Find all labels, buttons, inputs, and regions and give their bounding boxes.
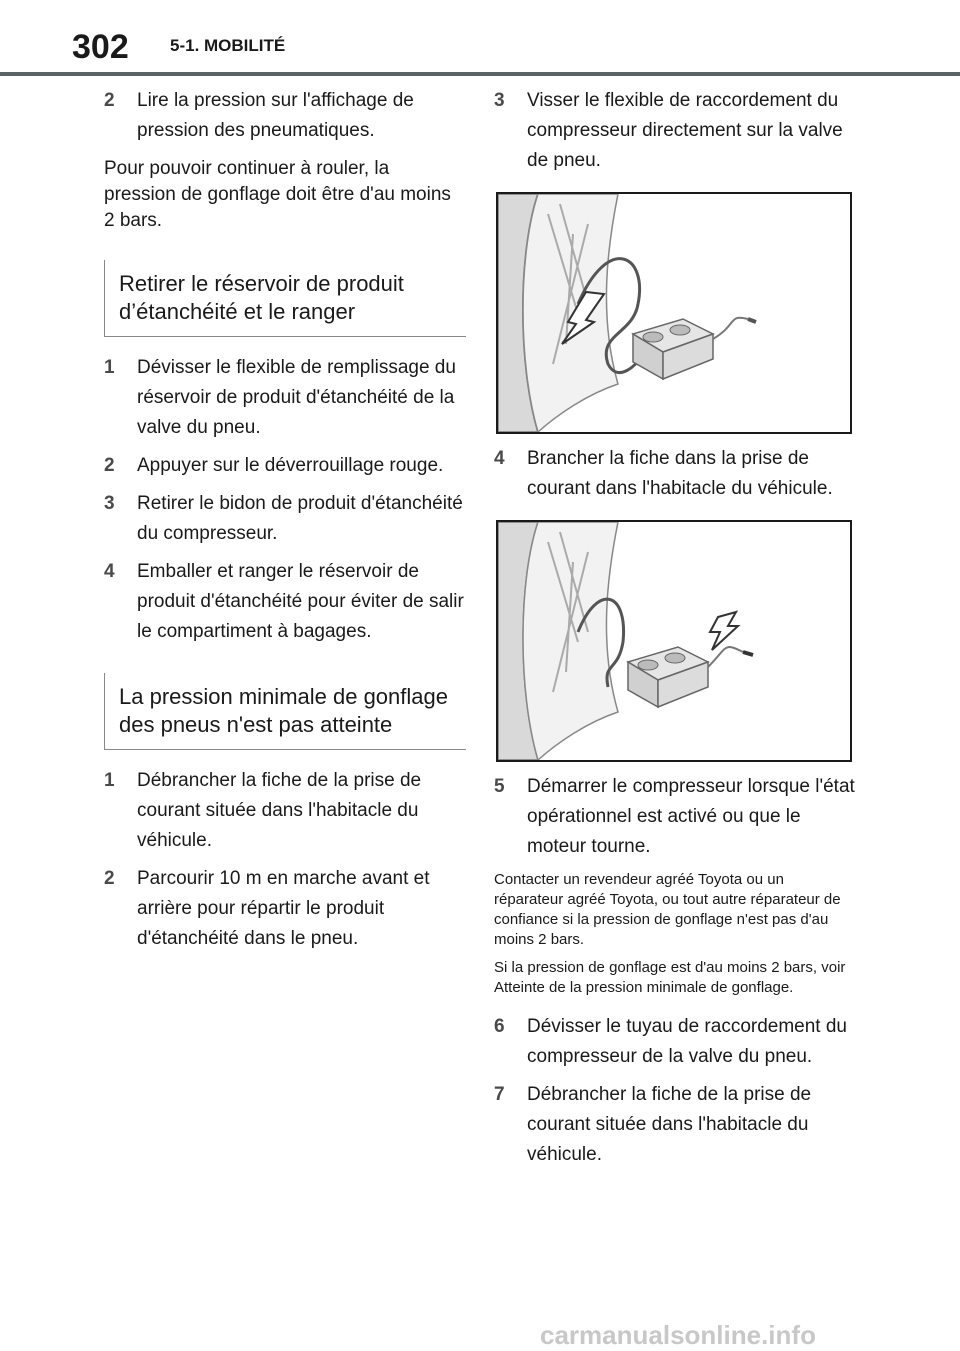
compressor-icon [628, 647, 708, 707]
section-heading-store-sealant: Retirer le réservoir de produit d’étanchéité et le ranger [104, 260, 466, 337]
step-number: 5 [494, 776, 505, 797]
step-item [104, 86, 466, 146]
step-number: 2 [104, 90, 115, 111]
step-text: Parcourir 10 m en marche avant et arrière pour répartir le produit d'étanchéité dans le pneu. [137, 868, 430, 949]
note-paragraph: Si la pression de gonflage est d'au moins 2 bars, voir Atteinte de la pression minimale de gonflage. [494, 959, 846, 996]
step-text: Démarrer le compresseur lorsque l'état opérationnel est activé ou que le moteur tourne. [527, 776, 855, 857]
left-column [104, 86, 466, 962]
page-number: 302 [72, 28, 129, 66]
watermark: carmanualsonline.info [540, 1320, 816, 1350]
step-text: Débrancher la fiche de la prise de courant située dans l'habitacle du véhicule. [137, 770, 422, 851]
step-text: Brancher la fiche dans la prise de courant dans l'habitacle du véhicule. [527, 448, 833, 499]
step-number: 1 [104, 357, 115, 378]
step-text: Dévisser le tuyau de raccordement du compresseur de la valve du pneu. [527, 1016, 847, 1067]
compressor-plug-illustration [498, 522, 850, 760]
step-text: Appuyer sur le déverrouillage rouge. [137, 455, 444, 476]
step-number: 3 [494, 90, 505, 111]
step-number: 2 [104, 868, 115, 889]
step-item [104, 489, 466, 549]
step-number: 7 [494, 1084, 505, 1105]
step-number: 3 [104, 493, 115, 514]
step-item [494, 86, 856, 176]
step-item [494, 1080, 856, 1170]
step-number: 4 [494, 448, 505, 469]
step-number: 4 [104, 561, 115, 582]
step-text: Lire la pression sur l'affichage de pression des pneumatiques. [137, 90, 414, 141]
header-divider [0, 72, 960, 76]
step-item [494, 772, 856, 862]
compressor-valve-illustration [498, 194, 850, 432]
step-text: Retirer le bidon de produit d'étanchéité du compresseur. [137, 493, 463, 544]
right-column [494, 86, 856, 1178]
step-item [104, 353, 466, 443]
step-item [104, 766, 466, 856]
step-number: 1 [104, 770, 115, 791]
step-item [104, 557, 466, 647]
step-number: 6 [494, 1016, 505, 1037]
step-text: Visser le flexible de raccordement du compresseur directement sur la valve de pneu. [527, 90, 843, 171]
step-text: Emballer et ranger le réservoir de produit d'étanchéité pour éviter de salir le compartiment à bagages. [137, 561, 464, 642]
step-text: Dévisser le flexible de remplissage du réservoir de produit d'étanchéité de la valve du pneu. [137, 357, 456, 438]
section-title: 5-1. MOBILITÉ [170, 36, 286, 55]
section-heading-min-pressure: La pression minimale de gonflage des pneus n'est pas atteinte [104, 673, 466, 750]
step-item [494, 444, 856, 504]
step-text: Débrancher la fiche de la prise de courant située dans l'habitacle du véhicule. [527, 1084, 812, 1165]
note-paragraph: Contacter un revendeur agréé Toyota ou un réparateur agréé Toyota, ou tout autre réparateur de confiance si la pression de gonflage n'est pas d'au moins 2 bars. [494, 871, 841, 948]
step-number: 2 [104, 455, 115, 476]
step-item [494, 1012, 856, 1072]
compressor-icon [633, 319, 713, 379]
pressure-paragraph: Pour pouvoir continuer à rouler, la pression de gonflage doit être d'au moins 2 bars. [104, 158, 451, 231]
illustration-plug-socket [496, 520, 852, 762]
step-item [104, 864, 466, 954]
page-header [0, 0, 960, 78]
step-item [104, 451, 466, 481]
illustration-hose-to-valve [496, 192, 852, 434]
